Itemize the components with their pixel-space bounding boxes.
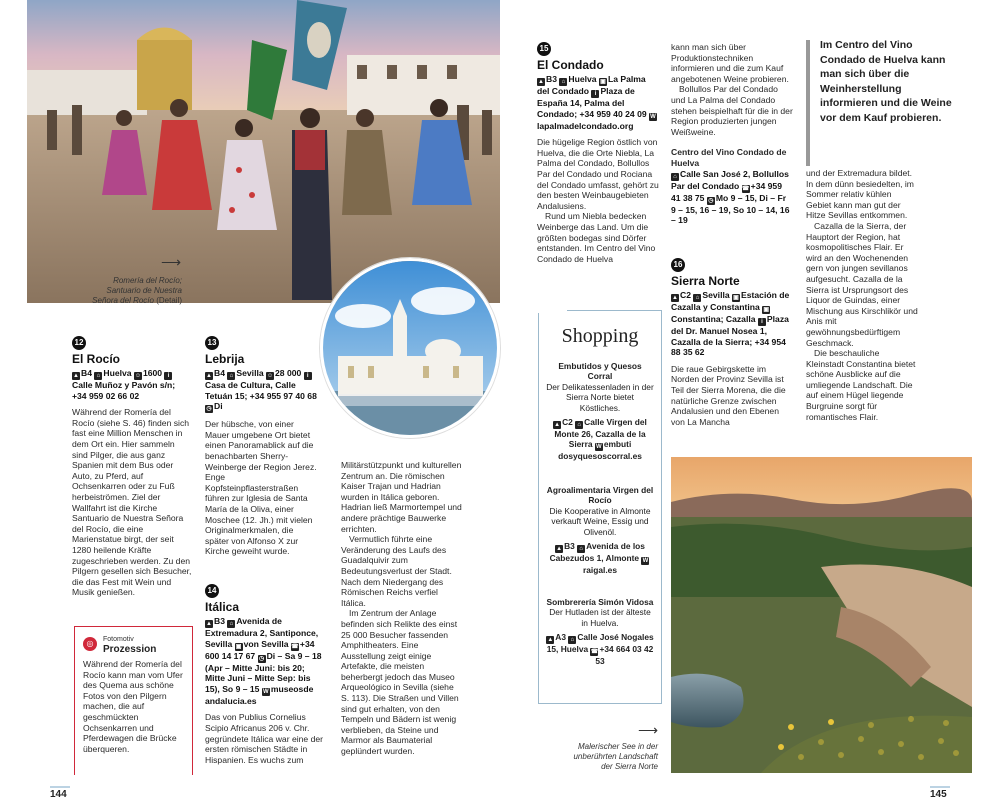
map-pin-icon: ▲ xyxy=(538,79,544,85)
entry-number-badge: 13 xyxy=(205,336,219,350)
sierra-norte-photo xyxy=(671,457,972,773)
entry-title: El Condado xyxy=(537,58,604,72)
map-pin-icon: ▲ xyxy=(206,621,212,627)
house-icon: ⌂ xyxy=(559,78,567,86)
entry-number-badge: 12 xyxy=(72,336,86,350)
shop-item: Embutidos y Quesos Corral Der Delikatessenladen in der Sierra Norte bietet Köstliches. ▲ C2 ⌂ Calle Virgen del Monte 26, Cazalla de la Sierra W embuti dosyquesoscorral.es xyxy=(546,361,654,462)
fotomotiv-body: Während der Romería del Rocío kann man vom Ufer des Quema aus schöne Fotos von den Pilgern machen, die auf geschmückten Ochsenkarren und Pferdewagen die Brücke überqueren. xyxy=(83,659,183,754)
entry-info: ▲ B3 ⌂ Avenida de Extremadura 2, Santiponce, Sevilla ▣ von Sevilla ☎+34 600 14 17 67 ◷ Di – Sa 9 – 18 (Apr – Mitte Juni: bis 20; Mitte Juni – Mitte Sep: bis 15), So 9 – 15 W museosde andalucia.es xyxy=(205,616,322,706)
fotomotiv-box xyxy=(74,626,193,775)
house-icon: ⌂ xyxy=(575,421,583,429)
map-pin-icon: ▲ xyxy=(554,422,561,429)
entry-number-badge: 14 xyxy=(205,584,219,598)
phone-icon: ☎ xyxy=(590,649,599,656)
clock-icon: ◷ xyxy=(258,655,265,662)
quote-bar xyxy=(806,40,810,166)
entry-lebrija xyxy=(205,336,317,557)
page-number-right: 145 xyxy=(930,789,947,800)
map-pin-icon: ▲ xyxy=(206,373,212,379)
santuario-photo xyxy=(320,258,500,438)
caption-arrow-icon: ⟶ xyxy=(161,254,182,270)
clock-icon: ◷ xyxy=(206,406,212,413)
entry-title: Lebrija xyxy=(205,352,245,366)
shopping-title: Shopping xyxy=(561,325,639,347)
map-pin-icon: ▲ xyxy=(547,637,554,644)
sub-entry-info: ⌂ Calle San José 2, Bollullos Par del Condado ☎+34 959 41 38 75 ◷ Mo 9 – 15, Di – Fr 9 – 15, 16 – 19, So 10 – 14, 16 – 19 xyxy=(671,168,790,226)
sierra-norte-caption: Malerischer See in der unberührten Landschaft der Sierra Norte xyxy=(573,742,658,771)
page-bar-left xyxy=(50,786,70,788)
phone-icon: ☎ xyxy=(291,643,299,650)
entry-number-badge: 16 xyxy=(671,258,685,272)
page-bar-right xyxy=(930,786,950,788)
house-icon: ⌂ xyxy=(94,372,102,380)
house-icon: ⌂ xyxy=(227,372,235,380)
fotomotiv-title: Prozession xyxy=(103,644,157,655)
house-icon: ⌂ xyxy=(671,173,679,181)
people-icon: ☺ xyxy=(266,373,274,379)
entry-info: ▲ C2 ⌂ Sevilla ▣ Estación de Cazalla y Constantina ▣Constantina; Cazalla i Plaza del Dr. Manuel Nosea 1, Cazalla de la Sierra; +34 954 88 35 62 xyxy=(671,290,790,358)
sub-entry-title: Centro del Vino Condado de Huelva xyxy=(671,147,787,168)
sierra-column-2: und der Extremadura bildet. In dem dünn besiedelten, im Sommer relativ kühlen Gebiet kann man gut der Hitze Sevillas entkommen. Cazalla de la Sierra, der Hauptort der Region, hat kosmopolitisches Flair. Er wird an den Wochenenden gern von jungen sevillanos aufgesucht. Cazalla de la Sierra ist Ursprungsort des Liquor de Guindas, einer Mischung aus Kirschlikör und Anis mit gewöhnungsbedürftigem Geschmack. Die beschauliche Kleinstadt Constantina bietet schöne Ausblicke auf die umliegende Landschaft. Die auf einem Hügel liegende Burgruine sorgt für romantisches Flair. xyxy=(806,168,918,422)
web-icon: W xyxy=(595,444,602,451)
bus-icon: ▣ xyxy=(763,307,770,313)
romeria-photo xyxy=(27,0,500,303)
entry-italica xyxy=(205,584,323,765)
entry-info: ▲ B4 ⌂ Huelva ☺ 1600 iCalle Muñoz y Pavón s/n; +34 959 02 66 02 xyxy=(72,368,176,401)
bus-icon: ▣ xyxy=(235,643,242,650)
map-pin-icon: ▲ xyxy=(73,373,79,379)
entry-title: Sierra Norte xyxy=(671,274,740,288)
entry-number-badge: 15 xyxy=(537,42,551,56)
train-icon: ▣ xyxy=(600,79,606,85)
entry-title: El Rocío xyxy=(72,352,121,366)
house-icon: ⌂ xyxy=(693,294,701,302)
house-icon: ⌂ xyxy=(227,620,235,628)
shop-item: Agroalimentaria Virgen del Rocío Die Kooperative in Almonte verkauft Weine, Essig und Olivenöl. ▲ B3 ⌂ Avenida de los Cabezudos 1, Almonte Wraigal.es xyxy=(546,485,654,576)
house-icon: ⌂ xyxy=(568,636,576,644)
shopping-box xyxy=(538,310,662,704)
entry-info: ▲ B4 ⌂ Sevilla ☺ 28 000 iCasa de Cultura, Calle Tetuán 15; +34 955 97 40 68 ◷ Di xyxy=(205,368,317,413)
info-icon: i xyxy=(164,372,172,380)
page-number-left: 144 xyxy=(50,789,67,800)
info-icon: i xyxy=(304,372,312,380)
romeria-caption: Romería del Rocío; Santuario de Nuestra Señora del Rocío (Detail) xyxy=(92,276,182,305)
italica-column-2: Militärstützpunkt und kulturellen Zentrum an. Die römischen Kaiser Trajan und Hadrian wurden in Itálica geboren. Hadrian ließ Marmortempel und andere prächtige Bauwerke errichten. Vermutlich führte eine Veränderung des Laufs des Guadalquivir zum Bedeutungsverlust der Stadt. Nach dem Niedergang des Römischen Reichs verfiel Itálica. Im Zentrum der Anlage befinden sich Relikte des einst 25 000 Besucher fassenden Amphitheaters. Eine Ausstellung zeigt einige Artefakte, die meisten beherbergt jedoch das Museo Arqueológico in Sevilla (siehe S. 113). Die Straßen und Villen sind gut erhalten, von den Tempeln und Bädern ist wenig verblieben, da Steine und Marmor als Baumaterial geplündert wurden. xyxy=(341,460,462,757)
shop-item: Sombrerería Simón Vidosa Der Hutladen ist der älteste in Huelva. ▲ A3 ⌂ Calle José Nogales 15, Huelva ☎+34 664 03 42 53 xyxy=(546,597,654,667)
map-pin-icon: ▲ xyxy=(672,295,678,301)
phone-icon: ☎ xyxy=(741,185,750,192)
entry-title: Itálica xyxy=(205,600,240,614)
entry-el-rocio xyxy=(72,336,192,598)
web-icon: W xyxy=(650,113,656,120)
fotomotiv-label: Fotomotiv xyxy=(103,636,134,643)
map-pin-icon: ▲ xyxy=(556,546,563,553)
entry-el-condado: 15 El Condado ▲ B3 ⌂ Huelva ▣ La Palma del Condado i Plaza de España 14, Palma del Condado; +34 959 40 24 09 Wlapalmadelcondado.org Die hügelige Region östlich von Huelva, die die Orte Niebla, La Palma del Condado, Bollullos Par del Condado und Rociana del Condado umfasst, gehört zu den besten Weinbaugebieten Andalusiens. Rund um Niebla bedecken Weinberge das Land. Um die größten bodegas sind Dörfer entstanden. Im Centro del Vino Condado de Huelva xyxy=(537,44,659,264)
caption-arrow-icon: ⟶ xyxy=(638,722,659,738)
camera-icon: ◎ xyxy=(83,637,97,651)
romeria-illustration xyxy=(27,0,500,303)
train-icon: ▣ xyxy=(733,295,739,301)
web-icon: W xyxy=(263,688,269,695)
info-icon: i xyxy=(758,318,766,326)
entry-sierra-norte: 16 Sierra Norte ▲ C2 ⌂ Sevilla ▣ Estación de Cazalla y Constantina ▣Constantina; Cazalla i Plaza del Dr. Manuel Nosea 1, Cazalla de la Sierra; +34 954 88 35 62 Die raue Gebirgskette im Norden der Provinz Sevilla ist Teil der Sierra Morena, die die natürliche Grenze zwischen Andalusien und den Ebenen von La Mancha xyxy=(671,258,793,427)
pull-quote: Im Centro del Vino Condado de Huelva kann man sich über die Weinherstellung informieren und die Weine vor dem Kauf probieren. xyxy=(820,39,952,124)
condado-column-2: kann man sich über Produktionstechniken informieren und die zum Kauf angebotenen Weine probieren. Bollullos Par del Condado und La Palma del Condado stehen beispielhaft für die in der Region produzierten jungen Weißweine. Centro del Vino Condado de Huelva ⌂ Calle San José 2, Bollullos Par del Condado ☎+34 959 41 38 75 ◷ Mo 9 – 15, Di – Fr 9 – 15, 16 – 19, So 10 – 14, 16 – 19 xyxy=(671,42,793,226)
entry-body: Das von Publius Cornelius Scipio Africanus 206 v. Chr. gegründete Itálica war eine der ersten römischen Städte in Hispanien. Es wuchs zum xyxy=(205,712,324,765)
entry-body: Der hübsche, von einer Mauer umgebene Ort bietet einen Panoramablick auf die benachbarten Sherry-Weinberge der Region Jerez. Enge Kopfsteinpflasterstraßen führen zur Iglesia de Santa María de la Oliva, einer Moschee (12. Jh.) mit vielen Originalmerkmalen, die später von Alfonso X zur Kirche geweiht wurde. xyxy=(205,419,317,557)
house-icon: ⌂ xyxy=(577,545,585,553)
entry-info: ▲ B3 ⌂ Huelva ▣ La Palma del Condado i Plaza de España 14, Palma del Condado; +34 959 40 24 09 Wlapalmadelcondado.org xyxy=(537,74,656,131)
clock-icon: ◷ xyxy=(708,197,714,204)
info-icon: i xyxy=(591,90,599,98)
web-icon: W xyxy=(642,558,649,565)
entry-body: Während der Romería del Rocío (siehe S. 46) finden sich fast eine Million Menschen in dem Ort ein. Hier sammeln sind Pilger, die aus ganz Spanien mit dem Bus oder Auto, zu Pferd, auf Ochsenkarren oder zu Fuß herbeiströmen. Ziel der Wallfahrt ist die Kirche Santuario de Nuestra Señora del Rocío, die eine Marienstatue birgt, der seit 1280 heilende Kräfte zugeschrieben werden. Zu den Pilgern gesellen sich Besucher, die das Fest mit Wein und Musik genießen. xyxy=(72,407,192,598)
people-icon: ☺ xyxy=(134,373,142,379)
